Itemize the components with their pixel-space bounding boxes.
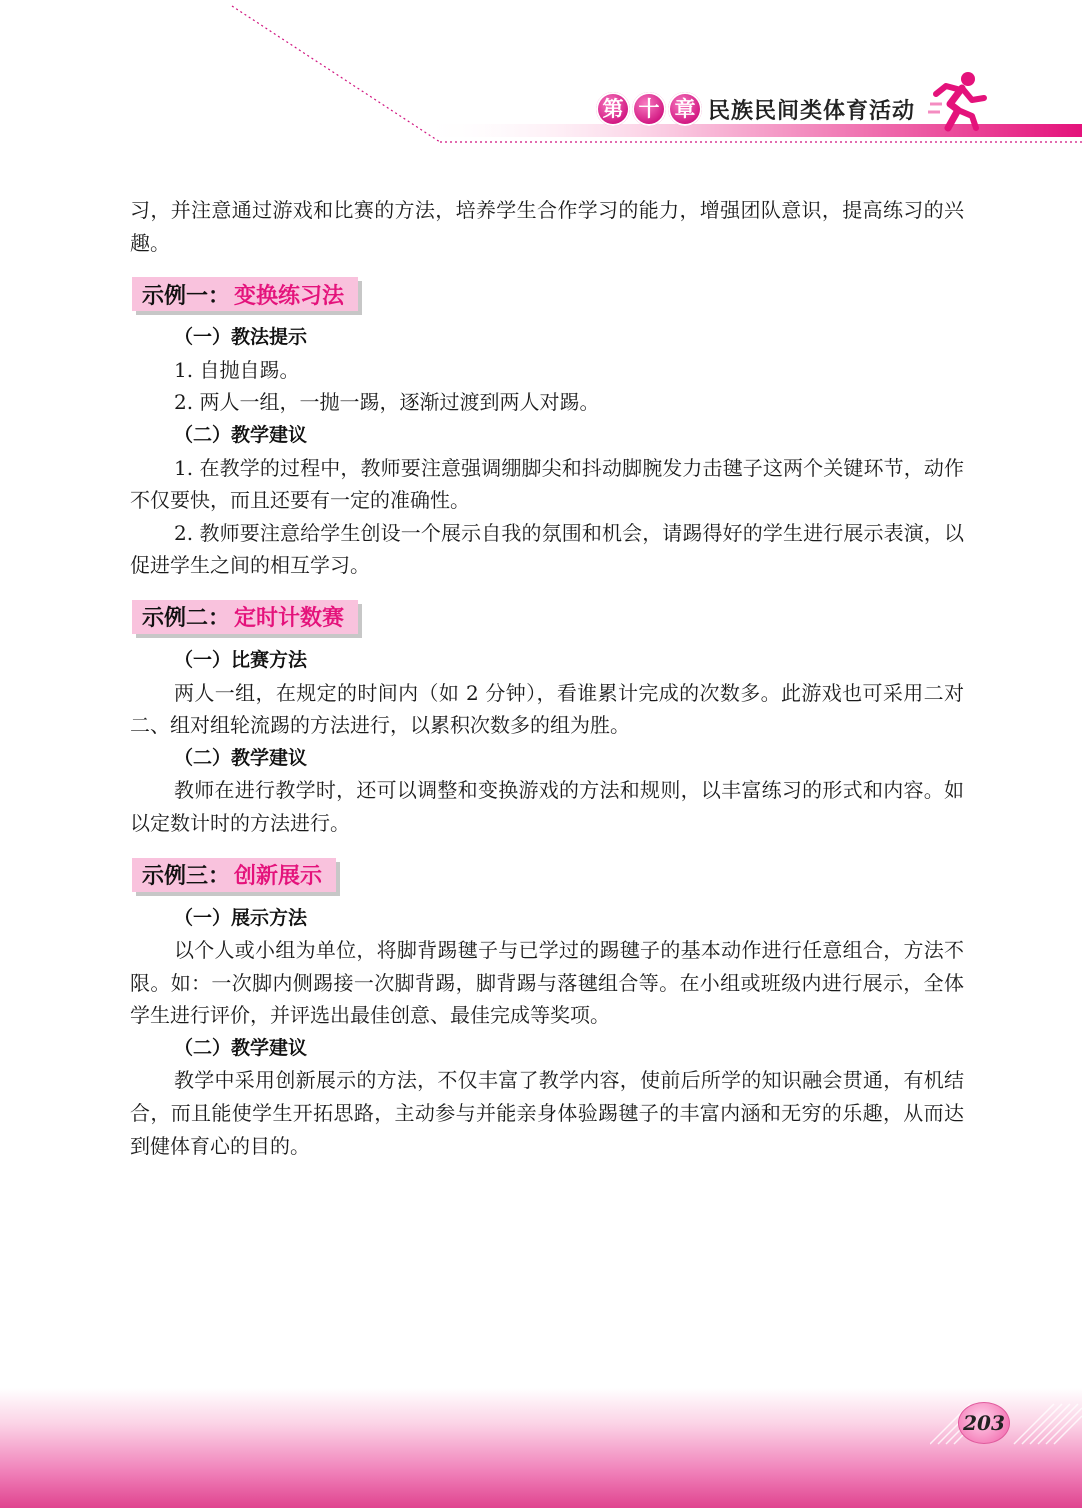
example-label: 示例三： [142, 864, 231, 889]
chapter-badge: 第 [596, 92, 630, 126]
paragraph: 2. 教师要注意给学生创设一个展示自我的氛围和机会，请踢得好的学生进行展示表演，以促进学生之间的相互学习。 [130, 520, 964, 578]
paragraph: 1. 在教学的过程中，教师要注意强调绷脚尖和抖动脚腕发力击毽子这两个关键环节，动作不仅要快，而且还要有一定的准确性。 [130, 455, 964, 513]
intro-paragraph: 习，并注意通过游戏和比赛的方法，培养学生合作学习的能力，增强团队意识，提高练习的兴趣。 [130, 198, 964, 255]
example-label: 示例一： [142, 283, 231, 309]
chapter-title: 民族民间类体育活动 [708, 99, 916, 124]
chapter-badge: 章 [668, 92, 702, 126]
example-name: 变换练习法 [234, 283, 345, 309]
paragraph: 两人一组，在规定的时间内（如 2 分钟），看谁累计完成的次数多。此游戏也可采用二对二、组对组轮流踢的方法进行，以累积次数多的组为胜。 [130, 680, 964, 738]
example-2-heading [132, 600, 358, 634]
paragraph: 1. 自抛自踢。 [174, 357, 300, 382]
example-name: 创新展示 [234, 864, 323, 889]
section-heading: （一）教法提示 [174, 326, 308, 349]
paragraph: 以个人或小组为单位，将脚背踢毽子与已学过的踢毽子的基本动作进行任意组合，方法不限。如：一次脚内侧踢接一次脚背踢，脚背踢与落毽组合等。在小组或班级内进行展示，全体学生进行评价，并评选出最佳创意、最佳完成等奖项。 [130, 938, 964, 1028]
chapter-badge: 十 [632, 92, 666, 126]
section-heading: （一）比赛方法 [174, 648, 308, 671]
page-body [130, 194, 964, 1162]
section-heading: （一）展示方法 [174, 906, 308, 929]
chapter-number-badges [596, 92, 702, 126]
example-1-heading [132, 277, 358, 311]
example-name: 定时计数赛 [234, 606, 345, 632]
example-3-heading [132, 858, 336, 892]
header-decoration [0, 0, 1082, 160]
runner-icon [928, 70, 990, 134]
example-label: 示例二： [142, 606, 231, 632]
paragraph: 教师在进行教学时，还可以调整和变换游戏的方法和规则，以丰富练习的形式和内容。如以定数计时的方法进行。 [130, 778, 964, 835]
footer-band [0, 1388, 1082, 1508]
paragraph: 教学中采用创新展示的方法，不仅丰富了教学内容，使前后所学的知识融会贯通，有机结合，而且能使学生开拓思路，主动参与并能亲身体验踢毽子的丰富内涵和无穷的乐趣，从而达到健体育心的目的。 [130, 1068, 964, 1158]
section-heading: （二）教学建议 [174, 746, 308, 769]
section-heading: （二）教学建议 [174, 423, 308, 446]
page-number: 203 [958, 1402, 1010, 1444]
paragraph: 2. 两人一组，一抛一踢，逐渐过渡到两人对踢。 [174, 390, 600, 415]
section-heading: （二）教学建议 [174, 1036, 308, 1059]
